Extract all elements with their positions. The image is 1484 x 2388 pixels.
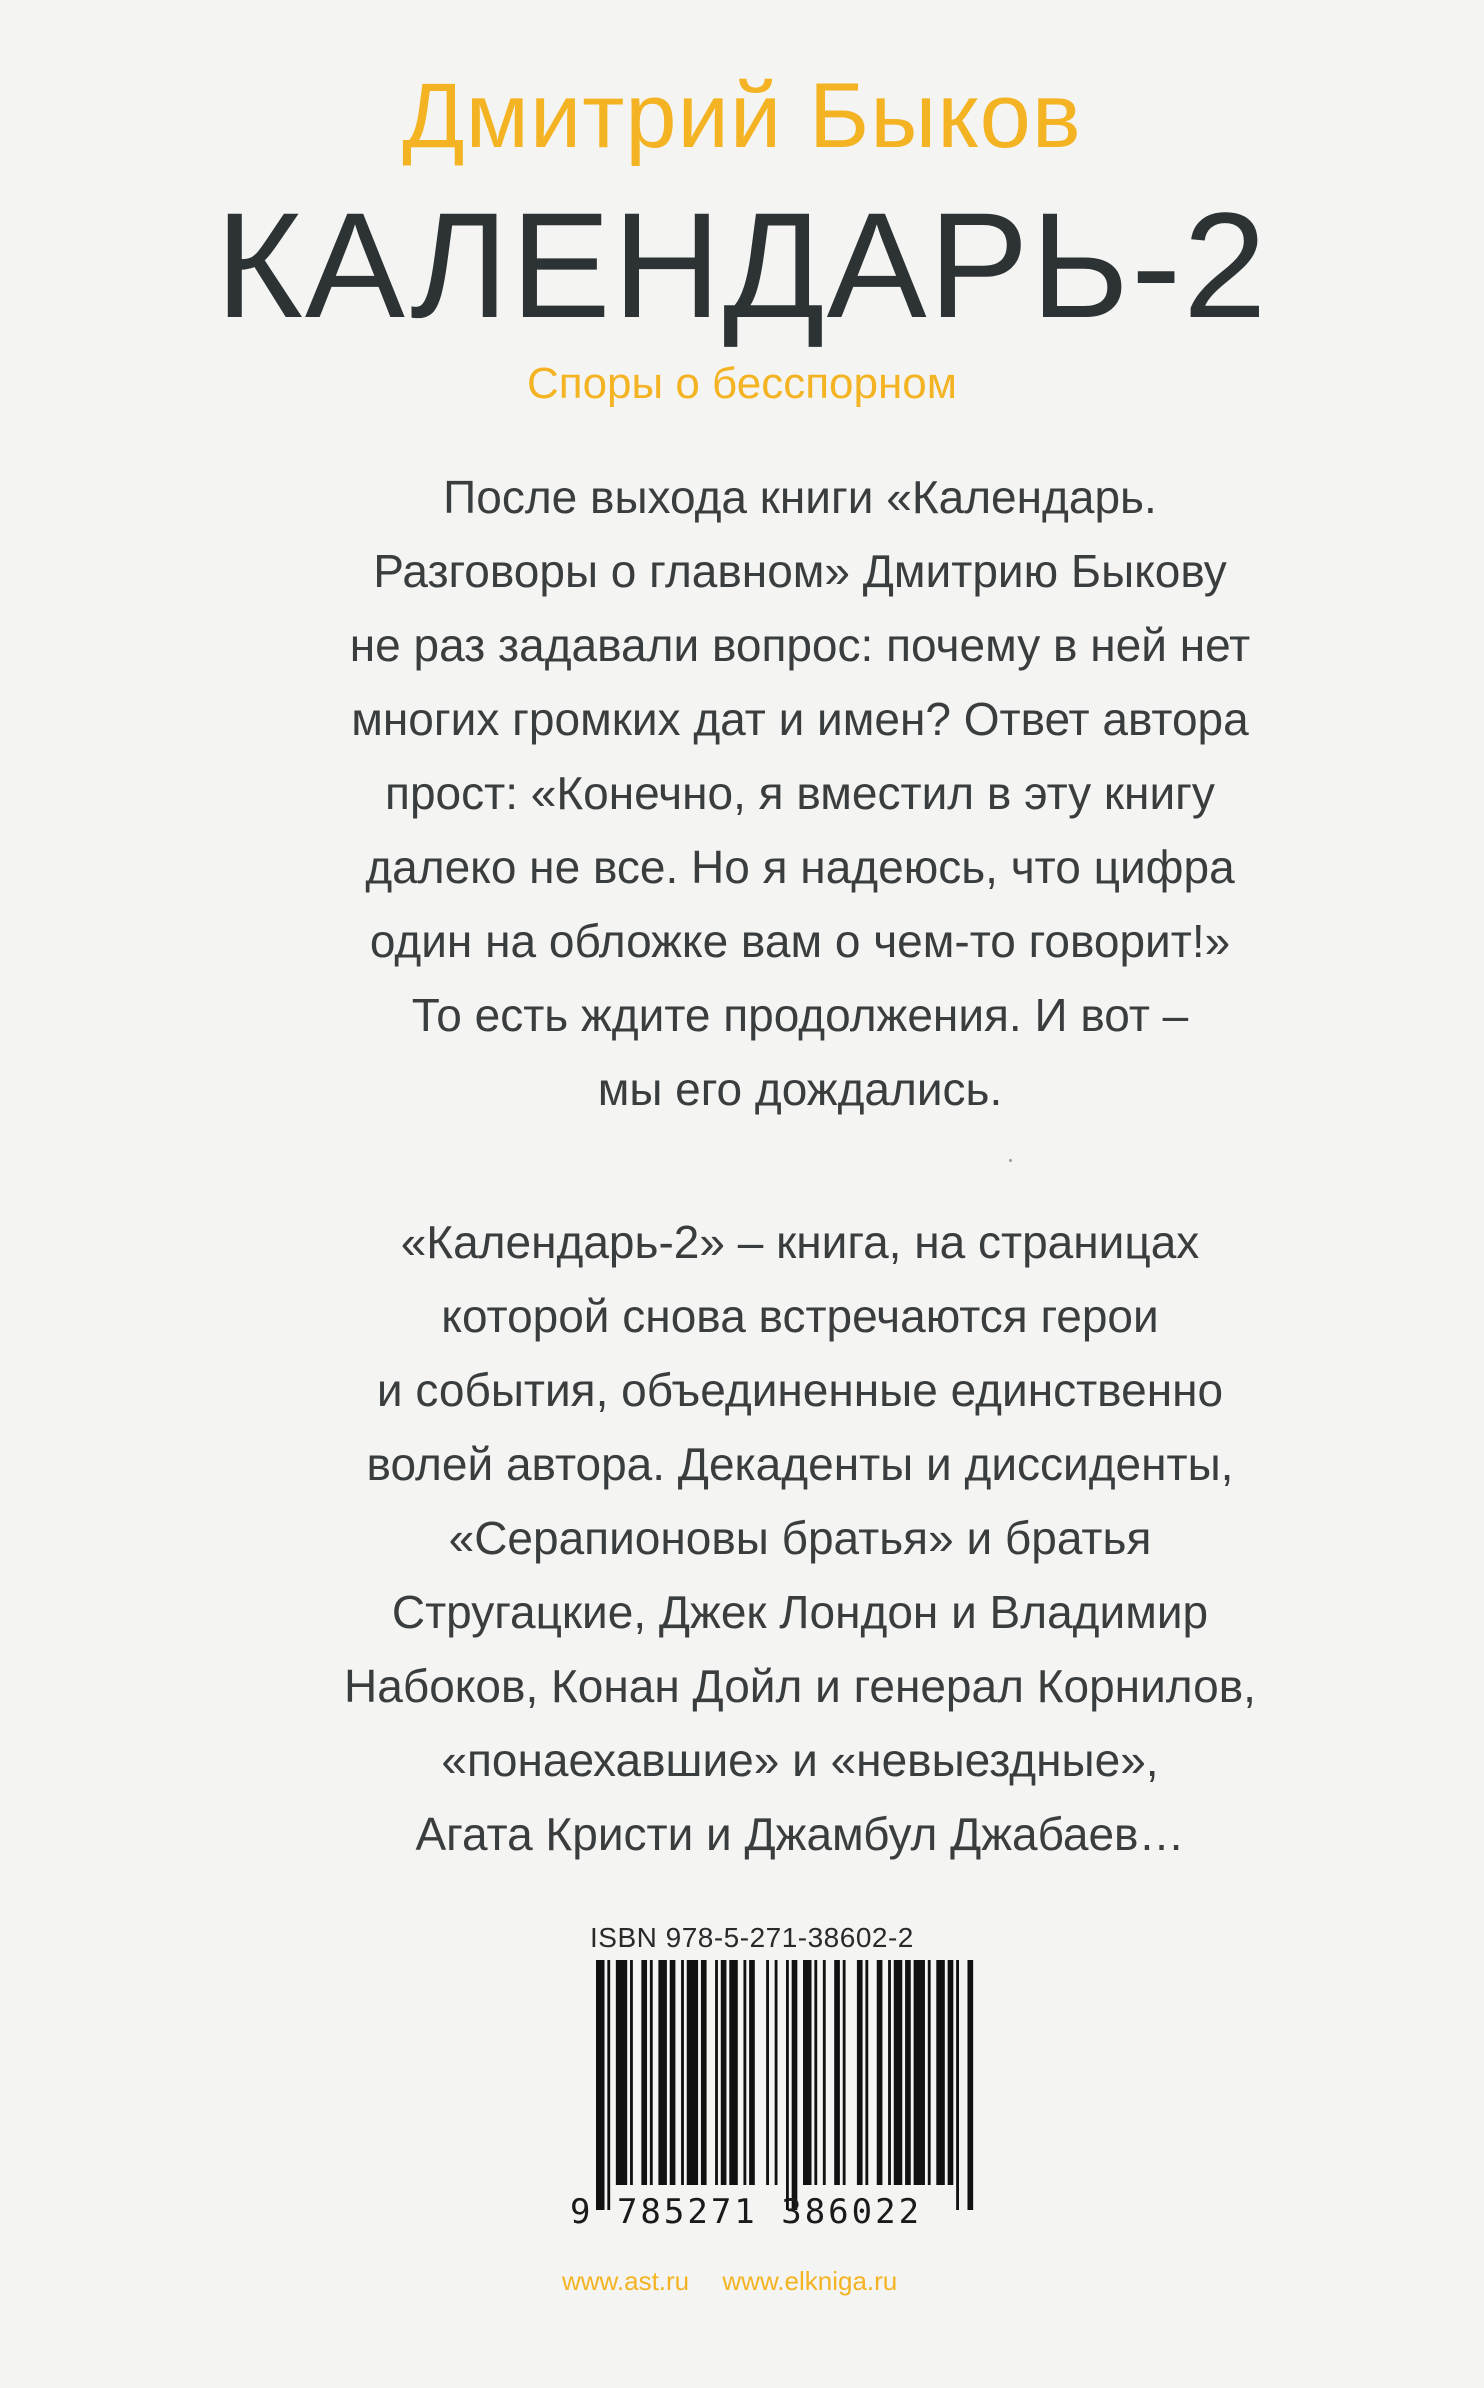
barcode-bar — [823, 1960, 826, 2185]
blurb-line: которой снова встречаются герои — [441, 1290, 1159, 1342]
barcode-bar — [948, 1960, 954, 2185]
barcode-bar — [766, 1960, 769, 2185]
barcode-bar — [834, 1960, 840, 2185]
barcode-bar — [743, 1960, 746, 2185]
blurb-line: Агата Кристи и Джамбул Джабаев… — [415, 1808, 1185, 1860]
blurb-line: Стругацкие, Джек Лондон и Владимир — [391, 1586, 1209, 1638]
blurb-line: После выхода книги «Календарь. — [443, 471, 1157, 523]
barcode-bar — [715, 1960, 718, 2185]
barcode-bar — [749, 1960, 755, 2185]
isbn-number: ISBN 978-5-271-38602-2 — [590, 1922, 914, 1953]
blurb-line: прост: «Конечно, я вместил в эту книгу — [385, 767, 1215, 819]
barcode-bar — [905, 1960, 911, 2185]
barcode-bar — [630, 1960, 633, 2185]
print-speck — [1009, 1159, 1012, 1162]
website-link-elkniga[interactable]: www.elkniga.ru — [722, 2266, 898, 2296]
barcode-bar — [641, 1960, 647, 2185]
barcode-bar — [792, 1960, 798, 2210]
blurb-line: «Серапионовы братья» и братья — [448, 1512, 1152, 1564]
barcode-bar — [721, 1960, 727, 2185]
barcode-bar — [650, 1960, 653, 2185]
barcode-bar — [967, 1960, 973, 2210]
blurb-line: Набоков, Конан Дойл и генерал Корнилов, — [344, 1660, 1256, 1712]
barcode-bar — [877, 1960, 883, 2185]
barcode-bar — [956, 1960, 959, 2210]
blurb-line: далеко не все. Но я надеюсь, что цифра — [365, 841, 1235, 893]
blurb-line: не раз задавали вопрос: почему в ней нет — [349, 619, 1251, 671]
publisher-websites — [562, 2266, 923, 2297]
blurb-line: Разговоры о главном» Дмитрию Быкову — [373, 545, 1227, 597]
blurb-line: и события, объединенные единственно — [376, 1364, 1224, 1416]
barcode-bar — [803, 1960, 812, 2185]
barcode-bar — [670, 1960, 676, 2185]
blurb-paragraph-2 — [250, 1205, 1350, 1871]
barcode-bar — [928, 1960, 931, 2185]
barcode-bar — [687, 1960, 698, 2185]
barcode-bar — [775, 1960, 778, 2185]
blurb-line: многих громких дат и имен? Ответ автора — [351, 693, 1249, 745]
barcode-bar — [681, 1960, 684, 2185]
book-title: КАЛЕНДАРЬ-2 — [215, 181, 1269, 349]
barcode-bar — [894, 1960, 903, 2185]
barcode-bar — [786, 1960, 789, 2210]
barcode-bar — [658, 1960, 667, 2185]
barcode-image — [596, 1960, 976, 2210]
barcode-bar — [607, 1960, 610, 2210]
barcode-bar — [616, 1960, 627, 2185]
blurb-line: То есть ждите продолжения. И вот – — [411, 989, 1189, 1041]
barcode-bar — [914, 1960, 925, 2185]
barcode-bar — [596, 1960, 605, 2210]
barcode-bar — [865, 1960, 868, 2185]
blurb-line: мы его дождались. — [597, 1063, 1003, 1115]
blurb-line: волей автора. Декаденты и диссиденты, — [366, 1438, 1234, 1490]
book-subtitle: Споры о бесспорном — [526, 359, 958, 408]
barcode-bar — [814, 1960, 817, 2185]
barcode-bar — [843, 1960, 846, 2185]
barcode-bar — [936, 1960, 945, 2185]
barcode-bar — [888, 1960, 891, 2185]
blurb-line: «Календарь-2» – книга, на страницах — [400, 1216, 1200, 1268]
barcode-bar — [729, 1960, 738, 2185]
blurb-paragraph-1 — [250, 460, 1350, 1126]
barcode-digits: 9 785271 386022 — [570, 2192, 923, 2232]
blurb-line: один на обложке вам о чем-то говорит!» — [369, 915, 1231, 967]
blurb-line: «понаехавшие» и «невыездные», — [441, 1734, 1159, 1786]
website-link-ast[interactable]: www.ast.ru — [562, 2266, 690, 2296]
author-name: Дмитрий Быков — [402, 65, 1082, 167]
barcode-bar — [857, 1960, 863, 2185]
barcode-bar — [701, 1960, 707, 2185]
